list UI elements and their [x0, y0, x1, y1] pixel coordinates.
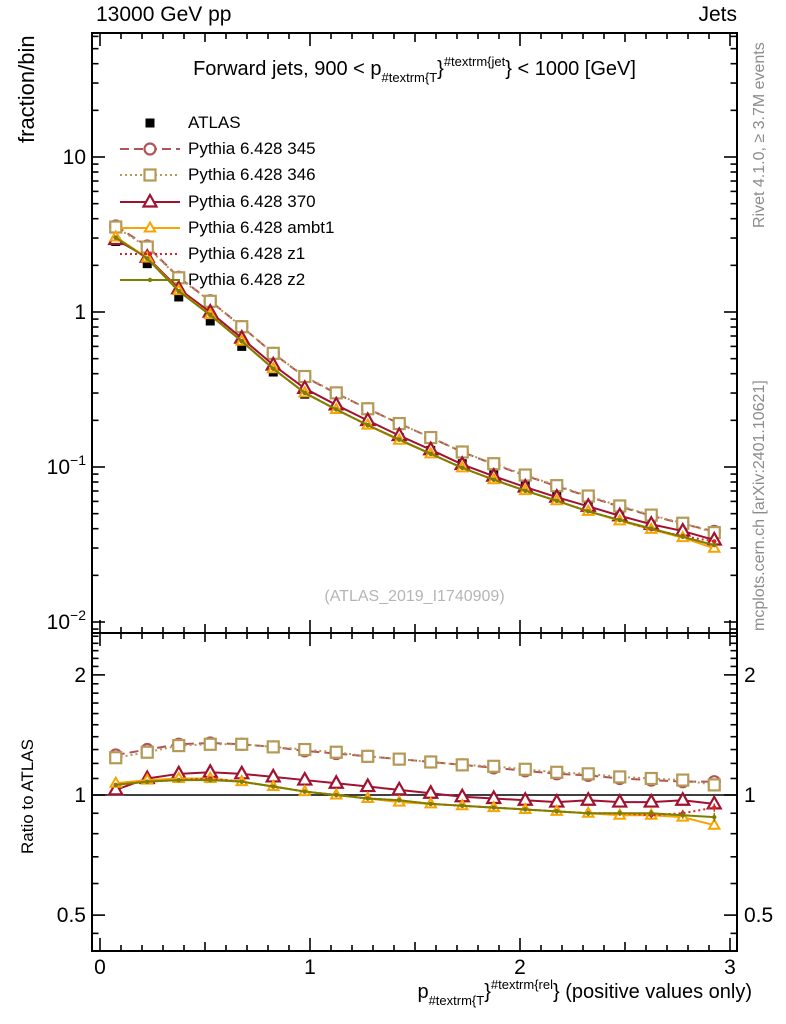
- rivet-version-label: Rivet 4.1.0, ≥ 3.7M events: [751, 42, 768, 228]
- plot-title-post: } < 1000 [GeV]: [505, 58, 636, 80]
- legend-item-p346: [118, 162, 334, 188]
- legend-item-p370: [118, 189, 334, 215]
- tick-label: 2: [744, 663, 756, 687]
- legend-marker-ambt1: [118, 218, 182, 238]
- tick-label: 1: [74, 301, 86, 324]
- analysis-group-label: Jets: [698, 3, 737, 26]
- legend-label: Pythia 6.428 z2: [188, 270, 306, 290]
- series-z2: [114, 235, 717, 821]
- tick-label: 2: [74, 663, 86, 687]
- legend-item-ambt1: [118, 215, 334, 241]
- x-title-pre: p: [417, 981, 429, 1003]
- x-axis-title: [92, 978, 752, 1008]
- plot-title-mid: }: [437, 58, 444, 80]
- tick-label: 1: [304, 956, 316, 979]
- plot-title-sub: #textrm{T: [381, 70, 438, 85]
- legend-label: Pythia 6.428 z1: [188, 244, 306, 264]
- legend-marker-p370: [118, 192, 182, 212]
- legend: [118, 110, 334, 293]
- legend-label: ATLAS: [188, 113, 241, 133]
- y-axis-title-ratio: Ratio to ATLAS: [18, 739, 37, 854]
- legend-item-z1: [118, 241, 334, 267]
- tick-label: $10^{-2}$: [46, 607, 86, 634]
- legend-label: Pythia 6.428 ambt1: [188, 217, 335, 237]
- tick-label: 0: [94, 956, 106, 979]
- plot-title-sup: #textrm{jet: [443, 54, 506, 69]
- x-title-sub: #textrm{T: [428, 993, 485, 1008]
- y-axis-title-main: fraction/bin: [14, 35, 39, 143]
- x-title-mid: }: [484, 981, 491, 1003]
- legend-marker-p345: [118, 139, 182, 159]
- series-ambt1: [111, 231, 720, 829]
- plot-title: [92, 55, 737, 85]
- series-p370: [109, 233, 721, 809]
- beam-energy-label: 13000 GeV pp: [96, 3, 232, 26]
- watermark: (ATLAS_2019_I1740909): [324, 588, 505, 605]
- mcplots-reference-label: mcplots.cern.ch [arXiv:2401.10621]: [751, 380, 768, 631]
- tick-label: 1: [744, 784, 756, 807]
- tick-label: 1: [74, 784, 86, 807]
- legend-item-p345: [118, 136, 334, 162]
- tick-label: 10: [62, 146, 86, 169]
- legend-marker-z2: [118, 270, 182, 290]
- tick-label: 3: [724, 956, 736, 979]
- legend-item-z2: [118, 267, 334, 293]
- legend-label: Pythia 6.428 370: [188, 191, 316, 211]
- x-title-post: } (positive values only): [553, 981, 752, 1003]
- plot-title-pre: Forward jets, 900 < p: [193, 58, 382, 80]
- series-z1: [114, 235, 717, 818]
- tick-label: 0.5: [744, 904, 774, 928]
- tick-label: 2: [514, 956, 526, 979]
- legend-label: Pythia 6.428 345: [188, 139, 316, 159]
- legend-label: Pythia 6.428 346: [188, 165, 316, 185]
- tick-label: 0.5: [56, 904, 86, 928]
- legend-marker-z1: [118, 244, 182, 264]
- x-title-sup: #textrm{rel: [490, 977, 554, 992]
- tick-label: $10^{-1}$: [46, 452, 86, 479]
- legend-item-atlas: [118, 110, 334, 136]
- legend-marker-atlas: [118, 113, 182, 133]
- legend-marker-p346: [118, 165, 182, 185]
